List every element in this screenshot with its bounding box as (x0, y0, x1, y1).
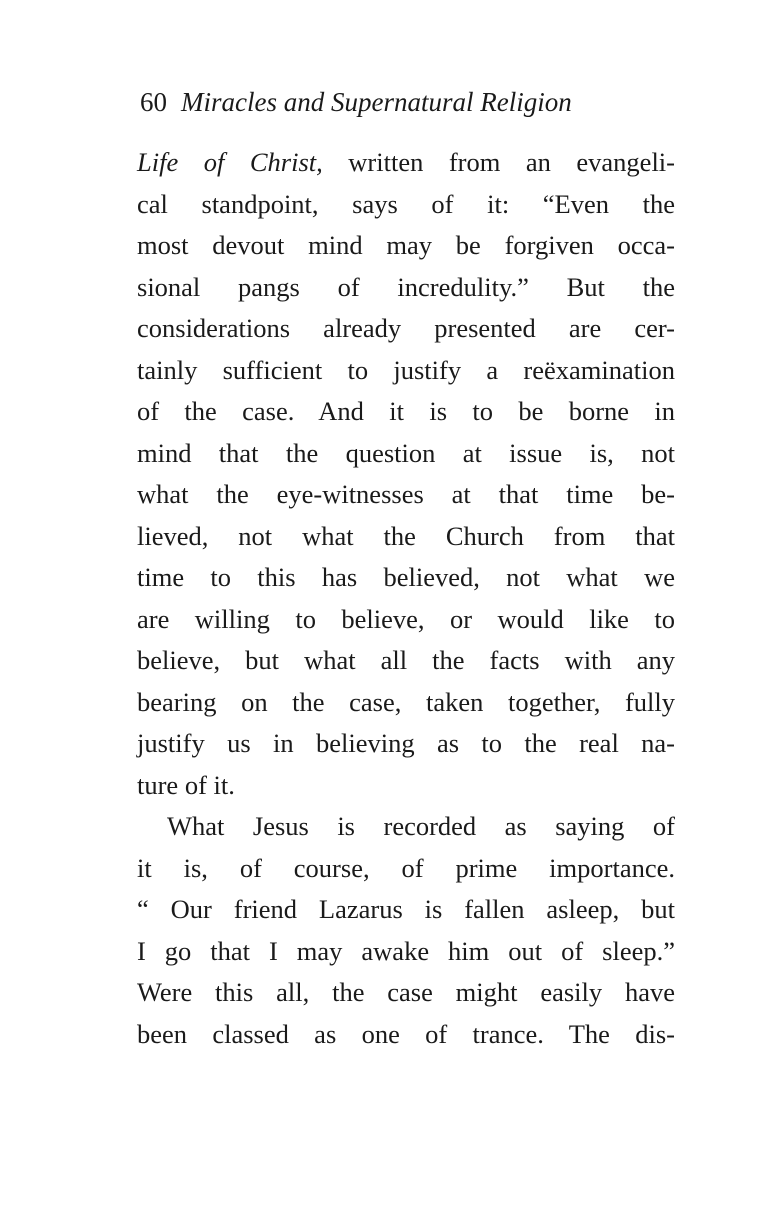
body-text (137, 142, 675, 1055)
text-line: “ Our friend Lazarus is fallen asleep, but (137, 894, 675, 924)
book-title-italic: Life of Christ, (137, 147, 323, 177)
running-title: Miracles and Supernatural Religion (181, 87, 572, 117)
text-line: sional pangs of incredulity.” But the (137, 271, 675, 302)
text-line: it is, of course, of prime importance. (137, 852, 675, 883)
paragraph-end-line: ture of it. (137, 769, 235, 800)
text-line: lieved, not what the Church from that (137, 520, 675, 551)
page-number: 60 (140, 87, 167, 117)
paragraph-start-line: What Jesus is recorded as saying of (167, 811, 675, 841)
text-line: Life of Christ, written from an evangeli- (137, 147, 675, 177)
text-line: cal standpoint, says of it: “Even the (137, 188, 675, 219)
text-line: what the eye-witnesses at that time be- (137, 479, 675, 509)
text-line: of the case. And it is to be borne in (137, 396, 675, 426)
text-line: been classed as one of trance. The dis- (137, 1018, 675, 1049)
text-line: bearing on the case, taken together, fully (137, 686, 675, 717)
text-line: time to this has believed, not what we (137, 562, 675, 592)
text-line: mind that the question at issue is, not (137, 437, 675, 468)
text-line: considerations already presented are cer- (137, 313, 675, 343)
text-line: I go that I may awake him out of sleep.” (137, 935, 675, 966)
text-line: most devout mind may be forgiven occa- (137, 230, 675, 260)
text-line: are willing to believe, or would like to (137, 603, 675, 634)
text-line: Were this all, the case might easily have (137, 977, 675, 1007)
text-line: justify us in believing as to the real na- (137, 728, 675, 758)
text-line: tainly sufficient to justify a reëxamination (137, 354, 675, 385)
text-line: believe, but what all the facts with any (137, 645, 675, 675)
running-head (140, 84, 680, 120)
